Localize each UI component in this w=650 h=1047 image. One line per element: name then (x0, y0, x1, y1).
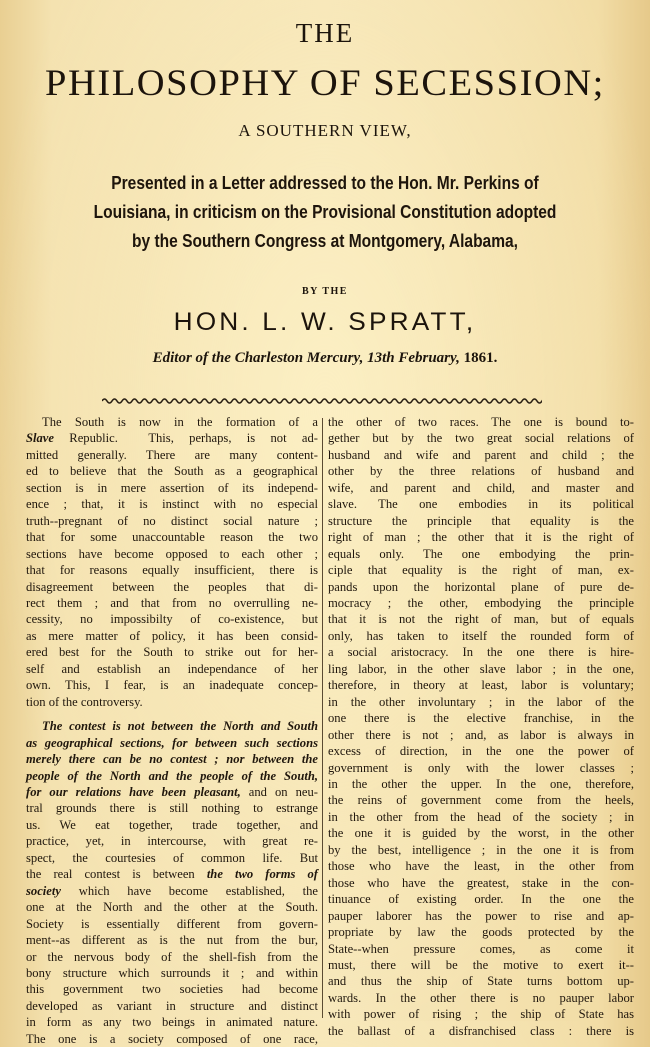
text-line: one at the North and the other at the South. (26, 900, 318, 915)
byline-label: BY THE (302, 286, 348, 297)
author-credentials (0, 350, 650, 367)
text-line: or the nervous body of the shell-fish from the (26, 949, 318, 964)
text-line: propriate by law the goods protected by the (328, 925, 634, 940)
text-line: in form as any two beings in animated nature. (26, 1015, 318, 1030)
subtitle: A SOUTHERN VIEW, (238, 121, 412, 140)
text-line: rect them ; and that from no overrulling ne- (26, 595, 318, 610)
text-line: must, there will be the motive to exert it-- (328, 957, 634, 972)
text-line: The South is now in the formation of a (42, 415, 318, 429)
text-line (12, 718, 318, 734)
text-line: mocracy ; the other, embodying the principle (328, 595, 634, 610)
text-line: practice, yet, in intercourse, with great re- (26, 834, 318, 849)
text-line: husband and wife and parent and child ; the (328, 447, 634, 462)
text-line: ed to believe that the South as a geographical (26, 464, 318, 479)
text-line: this government two societies had become (26, 982, 318, 997)
paragraph (12, 718, 318, 1047)
author-name: HON. L. W. SPRATT, (173, 308, 477, 336)
text-line: pands upon the horizontal plane of pure de- (328, 579, 634, 594)
plain-text: which have become established, the (60, 883, 318, 898)
text-line: The one is a society composed of one race, (26, 1031, 318, 1046)
italic-text: the two forms of (206, 867, 318, 882)
text-line: gether but by the two great social relations of (328, 431, 634, 446)
text-line: the reins of government come from the heels, (328, 793, 634, 808)
text-line: own. This, I fear, is an inadequate concep- (26, 678, 318, 693)
italic-text: for our relations have been pleasant, (26, 784, 241, 799)
text-line: ence ; that, it is instinct with no especial (26, 497, 318, 512)
italic-text: The contest is not between the North and South (42, 719, 318, 734)
text-line: those who have the least, in the other from (328, 859, 634, 874)
text-line: in the other the upper. In the one, therefore, (328, 776, 634, 791)
italic-word: Slave (26, 431, 54, 446)
text-line: developed as variant in structure and distinct (26, 998, 318, 1013)
presentation-note (77, 168, 573, 255)
italic-text: society (26, 883, 61, 898)
italic-text: as geographical sections, for between such sections (26, 735, 318, 750)
editor-title: Editor of the Charleston Mercury, (152, 350, 364, 366)
text-line: wards. In the other there is no pauper labor (328, 990, 634, 1005)
text-line: ment--as different as is the nut from the bur, (26, 933, 318, 948)
body-columns (12, 414, 640, 1046)
text-line: with power of rising ; the ship of State has (328, 1007, 634, 1022)
text-line: a social aristocracy. In the one there is hire- (328, 645, 634, 660)
italic-text: merely there can be no contest ; nor between the (26, 752, 318, 767)
text-line: therefore, in theory at least, labor is voluntary; (328, 678, 634, 693)
text-line: State--when pressure comes, as come it (328, 941, 634, 956)
text-line: and thus the ship of State turns bottom up- (328, 974, 634, 989)
text-line (12, 883, 318, 899)
text-line: equals only. The one embodying the prin- (328, 546, 634, 561)
text-line: those who have the greatest, stake in the con- (328, 875, 634, 890)
text-line: that for some unaccountable reason the two (26, 530, 318, 545)
italic-text: people of the North and the people of the South, (26, 768, 318, 783)
presentation-line: Presented in a Letter addressed to the Hon. Mr. Perkins of (111, 172, 539, 193)
text-line: the ballast of a disfranchised class : there is (328, 1023, 634, 1038)
wavy-rule-divider (102, 396, 542, 406)
text-line: tion of the controversy. (26, 694, 143, 709)
editor-year: 1861. (463, 350, 498, 366)
paragraph (12, 414, 318, 710)
text-line: that for reasons equally insufficient, there is (26, 563, 318, 578)
text-line: truth--pregnant of no distinct social nature ; (26, 513, 318, 528)
text-line: disagreement between the peoples that di- (26, 579, 318, 594)
text-line: ciple that equality is the right of man, ex- (328, 563, 634, 578)
text-line: in the other from the head of the society ; in (328, 809, 634, 824)
text-line: the other of two races. The one is bound to- (328, 415, 634, 429)
text-line: slave. The one embodies in its political (328, 497, 634, 512)
text-line: in the other involuntary ; in the labor of the (328, 694, 634, 709)
text-line: tral grounds there is still nothing to estrange (26, 801, 318, 816)
presentation-line: Louisiana, in criticism on the Provisional Constitution adopted (93, 201, 557, 222)
right-column (328, 414, 634, 1039)
text-line: pauper laborer has the power to rise and ap- (328, 908, 634, 923)
text-line: by the best, intelligence ; in the one it is from (328, 842, 634, 857)
text-line (12, 784, 318, 800)
text-line: Society is essentially different from govern- (26, 916, 318, 931)
text-line: mitted generally. There are many content- (26, 447, 318, 462)
text-line: other by the three relations of husband and (328, 464, 634, 479)
text-line (12, 866, 318, 882)
text-line: other there is not ; and, as labor is always in (328, 727, 634, 742)
text-line: structure the principle that equality is the (328, 513, 634, 528)
text-line: tinuance of existing order. In the one the (328, 892, 634, 907)
text-line: ling labor, in the other slave labor ; in the one, (328, 661, 634, 676)
text-line (12, 768, 318, 784)
text-line: cessity, no impossibilty of co-existence, but (26, 612, 318, 627)
text-line: spect, the courtesies of common life. But (26, 850, 318, 865)
text-line: only, has taken to itself the rounded form of (328, 628, 634, 643)
text-line (12, 735, 318, 751)
text-line: section is in mere assertion of its independ- (26, 480, 318, 495)
left-column (12, 414, 318, 1047)
text-line: government is only with the lower classes ; (328, 760, 634, 775)
editor-date: 13th February, (367, 350, 460, 366)
text-line: Slave Republic. This, perhaps, is not ad- (26, 431, 318, 446)
title-article: THE (295, 18, 355, 48)
text-line: the one it is guided by the worst, in the other (328, 826, 634, 841)
text-line: self and establish an independance of her (26, 661, 318, 676)
text-line: one there is the elective franchise, in the (328, 711, 634, 726)
text-line: ered best for the South to strike out for her- (26, 645, 318, 660)
text-line: that it is not the right of man, but of equals (328, 612, 634, 627)
plain-text: the real contest is between (26, 867, 207, 882)
text-line: bony structure which surrounds it ; and within (26, 965, 318, 980)
page-title: PHILOSOPHY OF SECESSION; (45, 63, 605, 104)
text-line: wife, and parent and child, and master and (328, 480, 634, 495)
text-line: sections have become opposed to each other ; (26, 546, 318, 561)
text-line: excess of direction, in the one the power of (328, 744, 634, 759)
paragraph (328, 414, 634, 1039)
text-line (12, 751, 318, 767)
text-line: right of man ; the other that it is the right of (328, 530, 634, 545)
column-divider (322, 418, 323, 1018)
text-line: us. We eat together, trade together, and (26, 817, 318, 832)
plain-text: and on neu- (240, 784, 318, 799)
presentation-line: by the Southern Congress at Montgomery, Alabama, (132, 230, 518, 251)
text-line: as mere matter of policy, it has been consid- (26, 628, 318, 643)
